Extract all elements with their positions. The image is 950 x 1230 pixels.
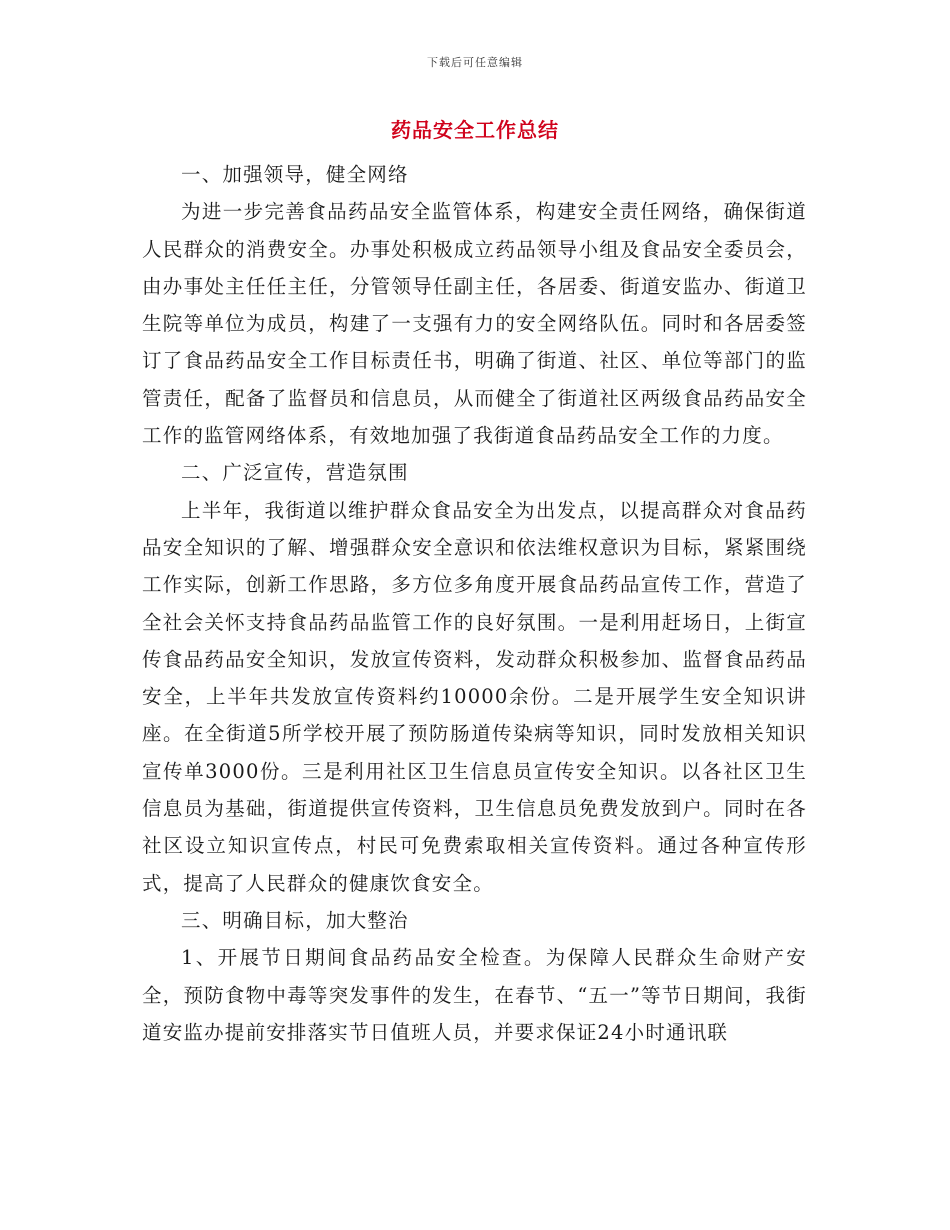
paragraph-2: 上半年，我街道以维护群众食品安全为出发点，以提高群众对食品药品安全知识的了解、增强群众安全意识和依法维权意识为目标，紧紧围绕工作实际，创新工作思路，多方位多角度开展食品药品宣传工作，营造了全社会关怀支持食品药品监管工作的良好氛围。一是利用赶场日，上街宣传食品药品安全知识，发放宣传资料，发动群众积极参加、监督食品药品安全，上半年共发放宣传资料约10000余份。二是开展学生安全知识讲座。在全街道5所学校开展了预防肠道传染病等知识，同时发放相关知识宣传单3000份。三是利用社区卫生信息员宣传安全知识。以各社区卫生信息员为基础，街道提供宣传资料，卫生信息员免费发放到户。同时在各社区设立知识宣传点，村民可免费索取相关宣传资料。通过各种宣传形式，提高了人民群众的健康饮食安全。 <box>142 498 807 895</box>
paragraph-1: 为进一步完善食品药品安全监管体系，构建安全责任网络，确保街道人民群众的消费安全。办事处积极成立药品领导小组及食品安全委员会，由办事处主任任主任，分管领导任副主任，各居委、街道安监办、街道卫生院等单位为成员，构建了一支强有力的安全网络队伍。同时和各居委签订了食品药品安全工作目标责任书，明确了街道、社区、单位等部门的监管责任，配备了监督员和信息员，从而健全了街道社区两级食品药品安全工作的监管网络体系，有效地加强了我街道食品药品安全工作的力度。 <box>142 200 807 448</box>
document-body <box>142 156 807 1051</box>
paragraph-3: 1、开展节日期间食品药品安全检查。为保障人民群众生命财产安全，预防食物中毒等突发事件的发生，在春节、“五一”等节日期间，我街道安监办提前安排落实节日值班人员，并要求保证24小时通讯联 <box>142 946 807 1044</box>
document-title: 药品安全工作总结 <box>391 118 559 142</box>
section-heading-1: 一、加强领导，健全网络 <box>181 163 409 186</box>
header-note: 下载后可任意编辑 <box>427 56 523 69</box>
section-heading-3: 三、明确目标，加大整治 <box>181 908 409 932</box>
section-heading-2: 二、广泛宣传，营造氛围 <box>181 461 409 485</box>
